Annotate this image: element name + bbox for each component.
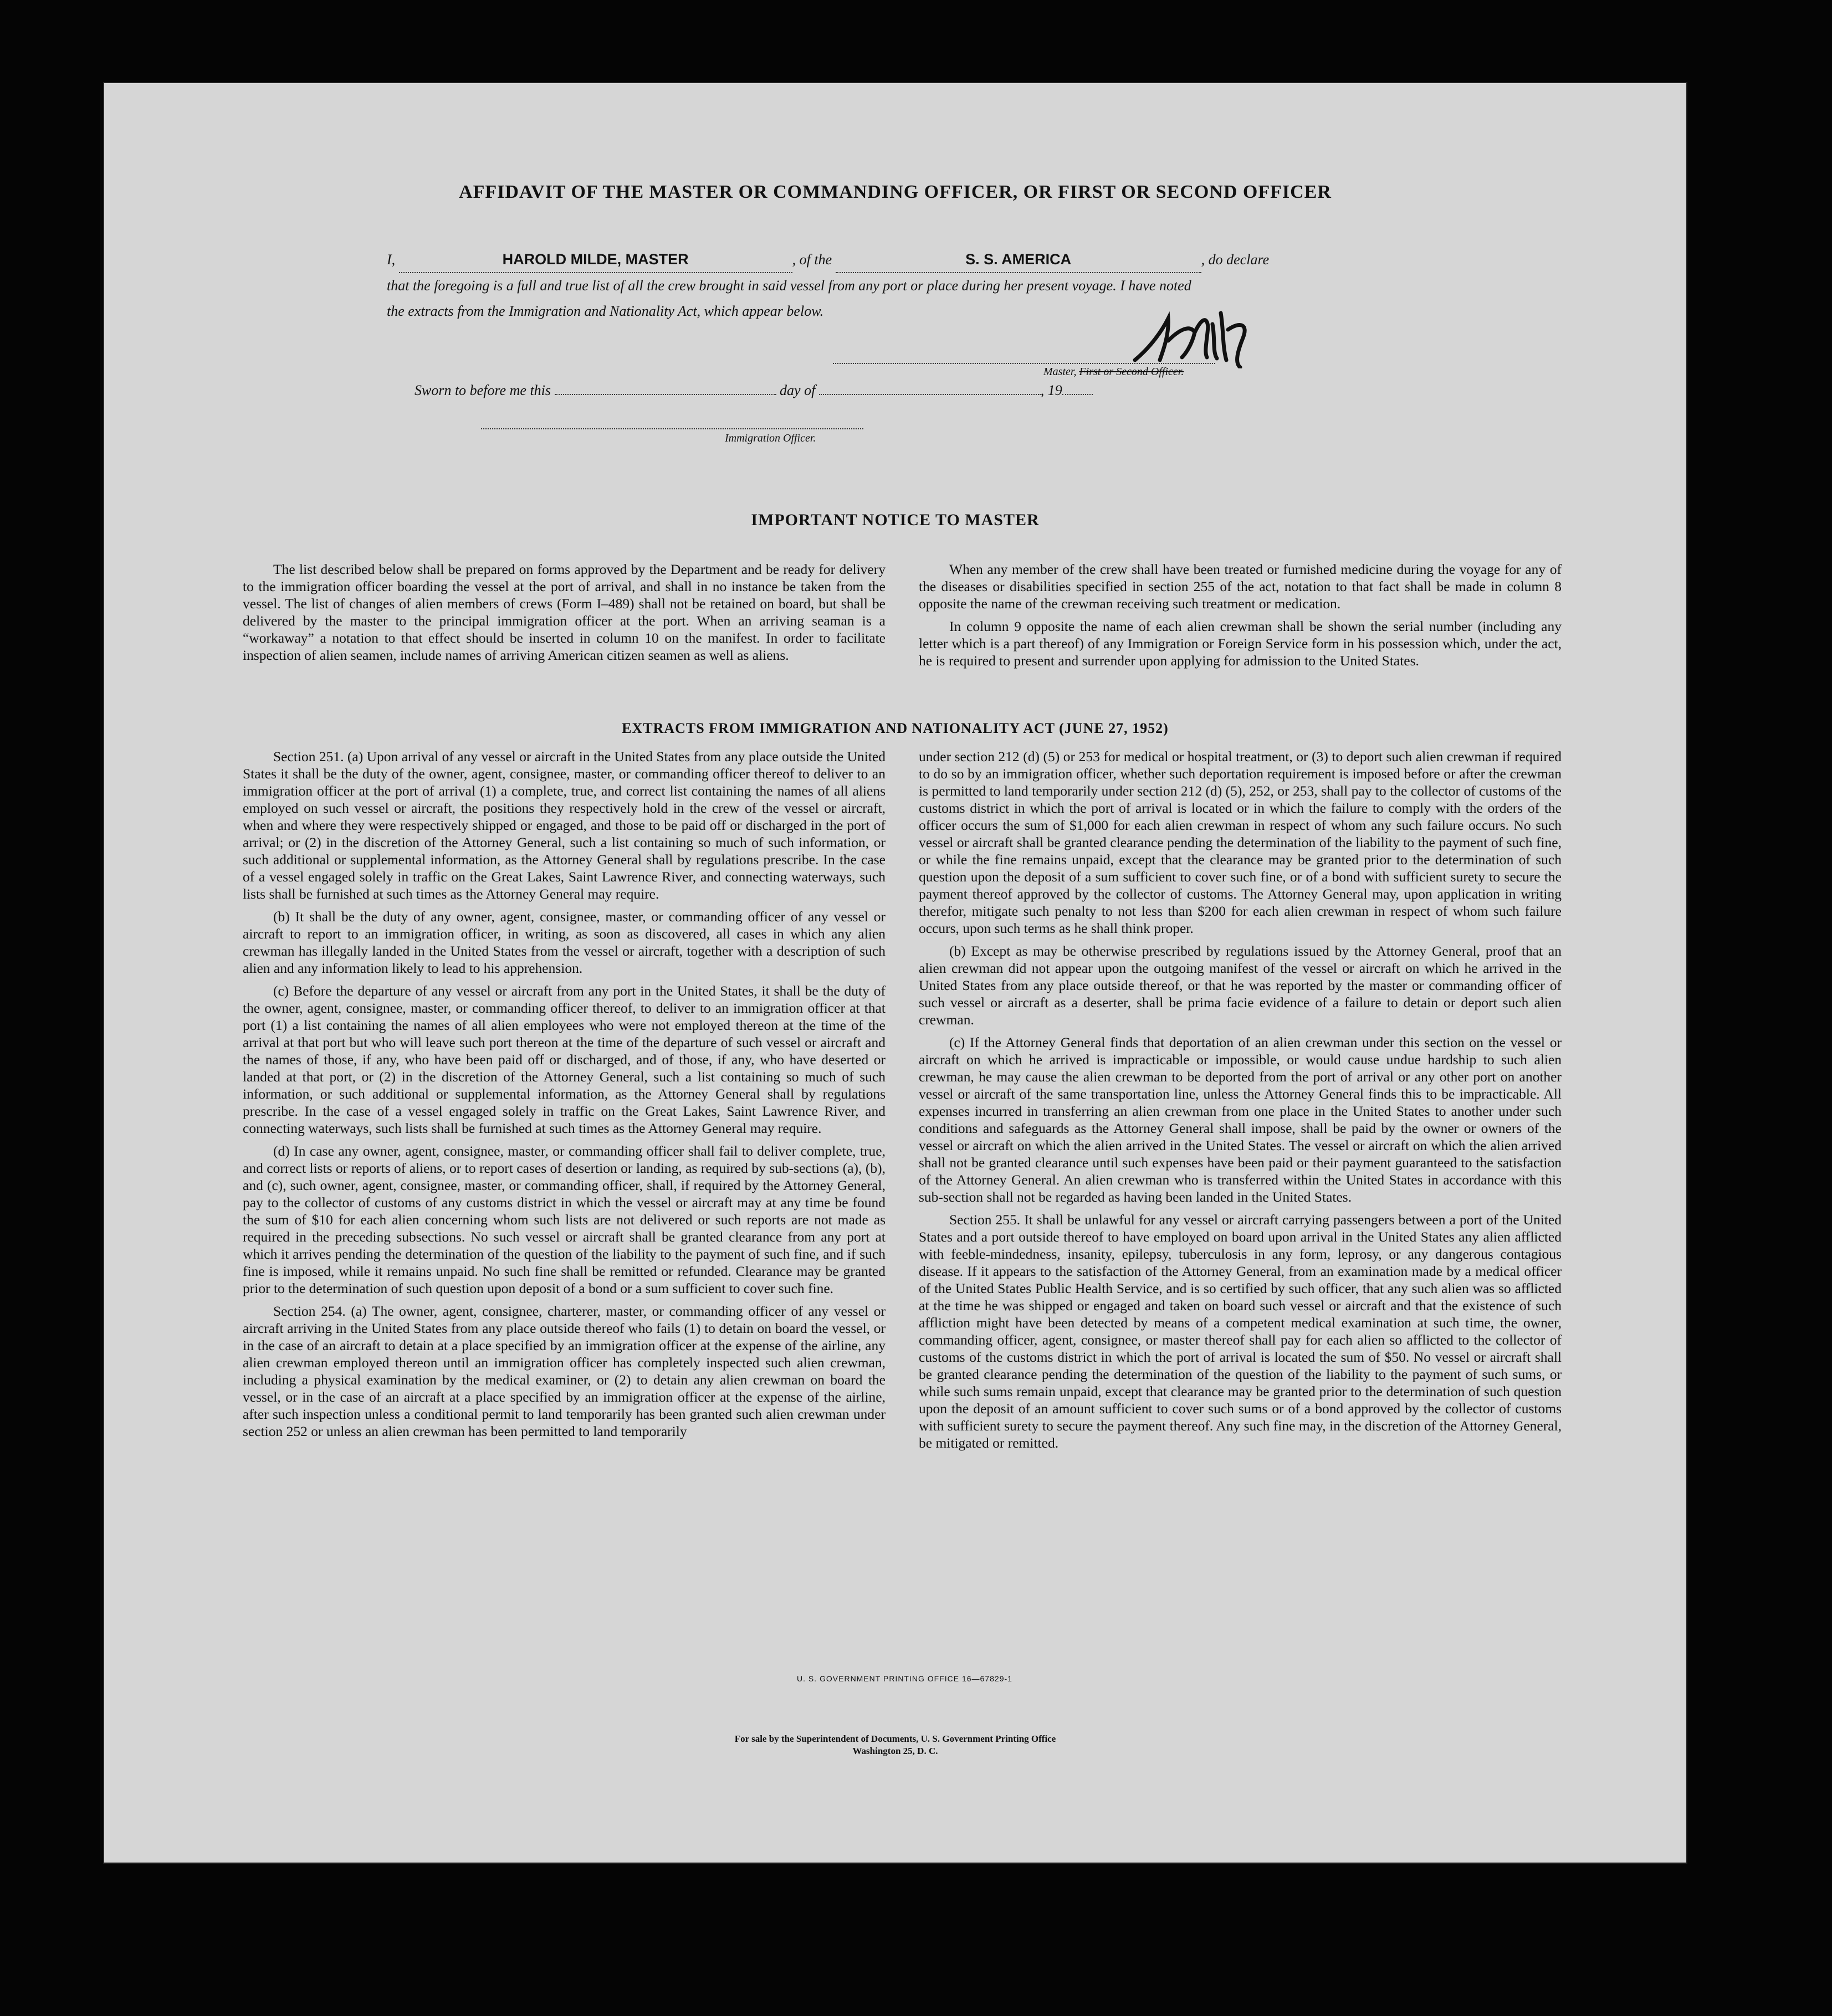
notice-right-paragraph-2: In column 9 opposite the name of each alien crewman shall be shown the serial number (including any letter which is a part thereof) of any Immigration or Foreign Service form in his possession which, under the act, he is required to present and surrender upon applying for admission to the United States.: [919, 618, 1562, 669]
do-declare-label: , do declare: [1201, 252, 1270, 268]
section-254-a-continued: under section 212 (d) (5) or 253 for medical or hospital treatment, or (3) to deport such alien crewman if required to do so by an immigration officer, whether such deportation requirement is imposed before or after the crewman is permitted to land temporarily under section 212 (d) (5), 252, or 253, shall pay to the collector of customs of the customs district in which the port of arrival is located or in which the failure to comply with the orders of the officer occurs the sum of $1,000 for each alien crewman in respect of whom any such failure occurs. No such vessel or aircraft shall be granted clearance pending the determination of the liability to the payment of such fine, or while the fine remains unpaid, except that the clearance may be granted prior to the determination of such question upon the deposit of a sum sufficient to cover such fine, or of a bond with sufficient surety to secure the payment thereof approved by the collector of customs. The Attorney General may, upon application in writing therefor, mitigate such penalty to not less than $200 for each alien crewman in respect of whom such failure occurs, upon such terms as he shall think proper.: [919, 748, 1562, 936]
extracts-left-column: [243, 748, 886, 1445]
of-the-label: , of the: [792, 252, 832, 268]
section-251-a: Section 251. (a) Upon arrival of any vessel or aircraft in the United States from any place outside the United States it shall be the duty of the owner, agent, consignee, master, or commanding officer thereof to deliver to an immigration officer at the port of arrival (1) a complete, true, and correct list containing the names of all aliens employed on such vessel or aircraft, the positions they respectively hold in the crew of the vessel or aircraft, when and where they were respectively shipped or engaged, and those to be paid off or discharged in the port of arrival; or (2) in the discretion of the Attorney General, such a list containing so much of such information, or such additional or supplemental information, as the Attorney General shall by regulations prescribe. In the case of a vessel engaged solely in traffic on the Great Lakes, Saint Lawrence River, and connecting waterways, such lists shall be furnished at such times as the Attorney General may require.: [243, 748, 886, 902]
notice-left-column: [243, 561, 886, 669]
sale-notice-line-2: Washington 25, D. C.: [852, 1746, 938, 1756]
immigration-officer-line: [481, 428, 863, 429]
master-name-field[interactable]: HAROLD MILDE, MASTER: [399, 247, 792, 273]
section-251-d: (d) In case any owner, agent, consignee, master, or commanding officer shall fail to deliver complete, true, and correct lists or reports of aliens, or to report cases of desertion or landing, as required by sub-sections (a), (b), and (c), such owner, agent, consignee, master, or commanding officer, shall, if required by the Attorney General, pay to the collector of customs of any customs district in which the vessel or aircraft may at any time be found the sum of $10 for each alien concerning whom such lists are not delivered or such reports are not made as required in the preceding subsections. No such vessel or aircraft shall be granted clearance from any port at which it arrives pending the determination of the question of the liability to the payment of such fine, and if such fine is imposed, while it remains unpaid. No such fine shall be remitted or refunded. Clearance may be granted prior to the determination of such question upon deposit of a bond or a sum sufficient to cover such fine.: [243, 1143, 886, 1296]
immigration-officer-caption: Immigration Officer.: [725, 432, 816, 444]
declaration-line-3: the extracts from the Immigration and Nationality Act, which appear below.: [387, 303, 824, 319]
vessel-name-field[interactable]: S. S. AMERICA: [836, 247, 1201, 273]
sworn-year-field[interactable]: [1062, 394, 1093, 395]
master-signature: [1129, 307, 1273, 368]
sworn-label: Sworn to before me this: [414, 382, 551, 398]
extracts-right-column: [919, 748, 1562, 1457]
year-label: , 19: [1040, 382, 1062, 398]
notice-left-paragraph: The list described below shall be prepared on forms approved by the Department and be ready for delivery to the immigration officer boarding the vessel at the port of arrival, and shall in no instance be taken from the vessel. The list of changes of alien members of crews (Form I–489) shall not be retained on board, but shall be delivered by the master to the principal immigration officer at the port. When an arriving seaman is a “workaway” a notation to that effect should be inserted in column 10 on the manifest. In order to facilitate inspection of alien seamen, include names of arriving American citizen seamen as well as aliens.: [243, 561, 886, 663]
section-254-c: (c) If the Attorney General finds that deportation of an alien crewman under this section on the vessel or aircraft on which he arrived is impracticable or impossible, or would cause undue hardship to such alien crewman, he may cause the alien crewman to be deported from the port of arrival or any other port on another vessel or aircraft of the same transportation line, unless the Attorney General finds this to be impracticable. All expenses incurred in transferring an alien crewman from one place in the United States to another under such conditions and safeguards as the Attorney General shall impose, shall be paid by the owner or owners of the vessel or aircraft on which the alien arrived in the United States. The vessel or aircraft on which the alien arrived shall not be granted clearance until such expenses have been paid or their payment guaranteed to the satisfaction of the Attorney General. An alien crewman who is transferred within the United States in accordance with this sub-section shall not be regarded as having been landed in the United States.: [919, 1034, 1562, 1205]
gpo-imprint: U. S. GOVERNMENT PRINTING OFFICE 16—67829-1: [797, 1674, 1012, 1683]
sworn-line: [414, 382, 1093, 399]
officer-caption-master: Master,: [1043, 366, 1077, 378]
declaration-line-2: that the foregoing is a full and true list of all the crew brought in said vessel from any port or place during her present voyage. I have noted: [387, 278, 1191, 294]
section-254-b: (b) Except as may be otherwise prescribed by regulations issued by the Attorney General, proof that an alien crewman did not appear upon the outgoing manifest of the vessel or aircraft on which he arrived in the United States from any place outside thereof, or that he was reported by the master or commanding officer of such vessel or aircraft as a deserter, shall be prima facie evidence of a failure to detain or deport such alien crewman.: [919, 943, 1562, 1028]
signature-line: [833, 363, 1215, 364]
sworn-month-field[interactable]: [819, 394, 1041, 395]
sale-notice-line-1: For sale by the Superintendent of Documents, U. S. Government Printing Office: [734, 1733, 1056, 1744]
document-page: [104, 83, 1686, 1863]
section-255: Section 255. It shall be unlawful for any vessel or aircraft carrying passengers between a port of the United States and a port outside thereof to have employed on board upon arrival in the United States any alien afflicted with feeble-mindedness, insanity, epilepsy, tuberculosis in any form, leprosy, or any dangerous contagious disease. If it appears to the satisfaction of the Attorney General, from an examination made by a medical officer of the United States Public Health Service, and is so certified by such officer, that any such alien was so afflicted at the time he was shipped or engaged and taken on board such vessel or aircraft and that the existence of such affliction might have been detected by means of a competent medical examination at such time, the owner, commanding officer, agent, consignee, or master thereof shall pay for each alien so afflicted to the collector of customs of the customs district in which the port of arrival is located the sum of $50. No vessel or aircraft shall be granted clearance pending the determination of the question of the liability to the payment of such sums, or while such sums remain unpaid, except that clearance may be granted prior to the determination of such question upon the deposit of an amount sufficient to cover such sums or of a bond approved by the collector of customs with sufficient surety to secure the payment thereof. Any such fine may, in the discretion of the Attorney General, be mitigated or remitted.: [919, 1212, 1562, 1451]
sale-notice: [104, 1733, 1686, 1757]
extracts-title: EXTRACTS FROM IMMIGRATION AND NATIONALITY ACT (JUNE 27, 1952): [622, 720, 1169, 736]
notice-right-paragraph-1: When any member of the crew shall have been treated or furnished medicine during the voyage for any of the diseases or disabilities specified in section 255 of the act, notation to that fact shall be made in column 8 opposite the name of the crewman receiving such treatment or medication.: [919, 561, 1562, 612]
day-of-label: day of: [780, 382, 816, 398]
section-251-c: (c) Before the departure of any vessel or aircraft from any port in the United States, it shall be the duty of the owner, agent, consignee, master, or commanding officer thereof, to deliver to an immigration officer at that port (1) a list containing the names of all alien employees who were not employed thereon at the time of the arrival at that port but who will leave such port thereon at the time of the departure of such vessel or aircraft and the names of those, if any, who have been paid off or discharged, and of those, if any, who have deserted or landed at that port, or (2) in the discretion of the Attorney General, such a list containing so much of such information, or such additional or supplemental information, as the Attorney General shall by regulations prescribe. In the case of a vessel engaged solely in traffic on the Great Lakes, Saint Lawrence River, and connecting waterways, such lists shall be furnished at such times as the Attorney General may require.: [243, 983, 886, 1136]
officer-caption-struck: First or Second Officer.: [1079, 366, 1184, 378]
notice-right-column: [919, 561, 1562, 675]
officer-caption: [1043, 366, 1184, 378]
section-251-b: (b) It shall be the duty of any owner, agent, consignee, master, or commanding officer of any vessel or aircraft to report to an immigration officer, in writing, as soon as discovered, all cases in which any alien crewman has illegally landed in the United States from the vessel or aircraft, together with a description of such alien and any information likely to lead to his apprehension.: [243, 909, 886, 976]
affidavit-title: AFFIDAVIT OF THE MASTER OR COMMANDING OFFICER, OR FIRST OR SECOND OFFICER: [459, 182, 1332, 202]
section-254-a: Section 254. (a) The owner, agent, consignee, charterer, master, or commanding officer of any vessel or aircraft arriving in the United States from any place outside thereof who fails (1) to detain on board the vessel, or in the case of an aircraft to detain at a place specified by an immigration officer at the expense of the airline, any alien crewman employed thereon until an immigration officer has completely inspected such alien crewman, including a physical examination by the medical examiner, or (2) to detain any alien crewman on board the vessel, or in the case of an aircraft at a place specified by an immigration officer at the expense of the airline, after such inspection unless a conditional permit to land temporarily has been granted such alien crewman under section 252 or unless an alien crewman has been permitted to land temporarily: [243, 1303, 886, 1439]
notice-title: IMPORTANT NOTICE TO MASTER: [751, 511, 1040, 529]
declaration-pronoun: I,: [387, 252, 396, 268]
declaration-line-1: [387, 247, 1401, 273]
sworn-day-field[interactable]: [555, 394, 776, 395]
